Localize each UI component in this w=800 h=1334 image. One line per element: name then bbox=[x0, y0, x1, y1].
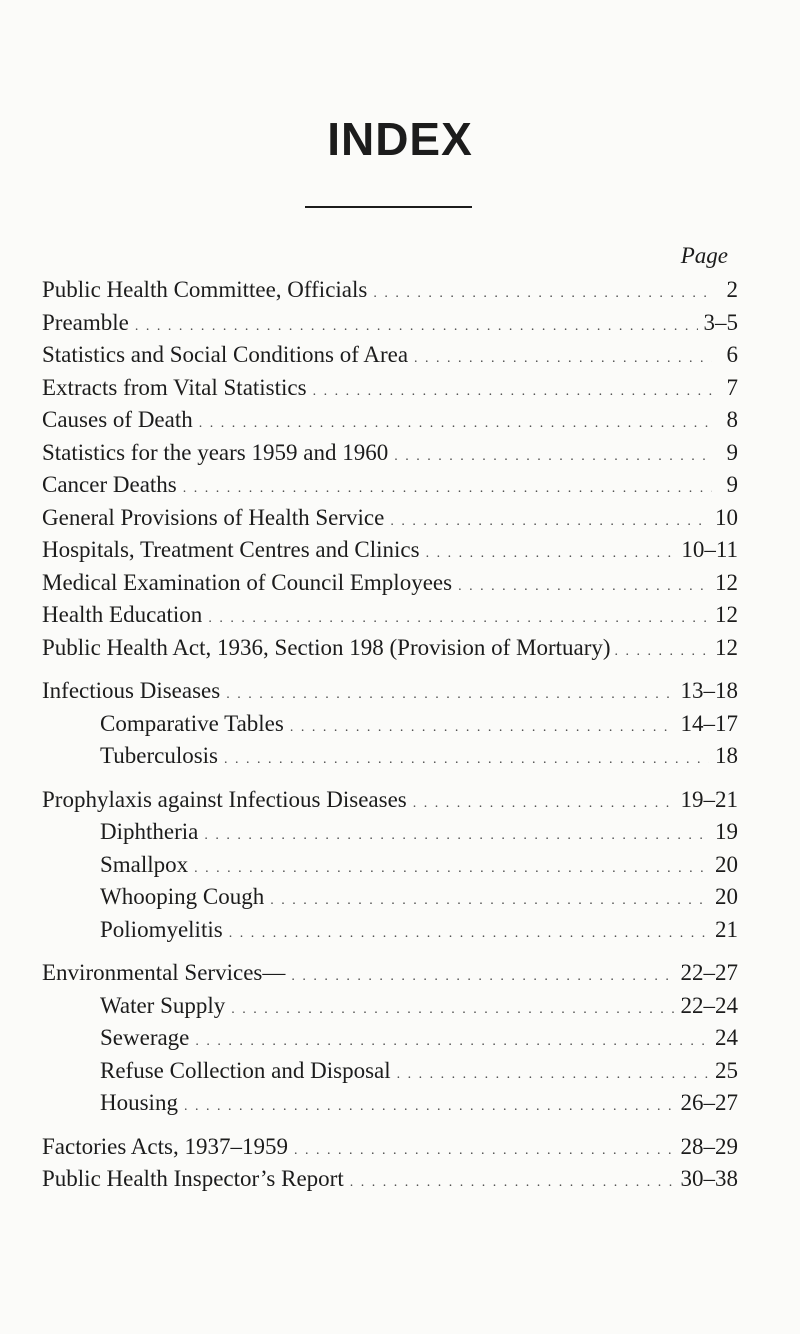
index-subentry bbox=[42, 1089, 738, 1122]
entry-page: 10–11 bbox=[681, 537, 738, 562]
dot-leader bbox=[414, 345, 712, 374]
entry-label: Statistics and Social Conditions of Area bbox=[42, 342, 409, 367]
dot-leader bbox=[294, 1137, 675, 1166]
dot-leader bbox=[413, 790, 675, 819]
entry-label: General Provisions of Health Service bbox=[42, 504, 385, 530]
entry-page: 14–17 bbox=[680, 710, 738, 736]
entry-page: 25 bbox=[715, 1057, 738, 1083]
index-entry bbox=[42, 471, 738, 504]
entry-page: 9 bbox=[726, 439, 738, 465]
index-entry bbox=[42, 504, 738, 537]
entry-page: 13–18 bbox=[680, 678, 738, 703]
entry-label: Hospitals, Treatment Centres and Clinics bbox=[42, 537, 420, 562]
dot-leader bbox=[291, 963, 674, 992]
dot-leader bbox=[199, 410, 712, 439]
index-entry bbox=[42, 1165, 738, 1198]
dot-leader bbox=[195, 1028, 709, 1057]
entry-label: Public Health Act, 1936, Section 198 (Provision of Mortuary) bbox=[42, 634, 611, 660]
index-entry bbox=[42, 569, 738, 602]
dot-leader bbox=[270, 887, 709, 916]
entry-page: 6 bbox=[726, 342, 738, 367]
index-subentry bbox=[42, 916, 738, 949]
dot-leader bbox=[313, 378, 712, 407]
entry-label: Poliomyelitis bbox=[100, 916, 223, 942]
index-subentry bbox=[42, 1024, 738, 1057]
entry-page: 20 bbox=[715, 851, 738, 877]
dot-leader bbox=[224, 746, 709, 775]
title-rule bbox=[305, 206, 472, 208]
entry-label: Housing bbox=[100, 1090, 178, 1115]
index-entry bbox=[42, 1133, 738, 1166]
entry-page: 12 bbox=[715, 569, 738, 595]
dot-leader bbox=[184, 1093, 675, 1122]
entry-label: Infectious Diseases bbox=[42, 678, 221, 703]
entry-label: Water Supply bbox=[100, 992, 226, 1018]
dot-leader bbox=[394, 443, 712, 472]
index-entry bbox=[42, 406, 738, 439]
entry-label: Preamble bbox=[42, 309, 129, 335]
entry-page: 22–27 bbox=[680, 960, 738, 985]
entry-page: 30–38 bbox=[680, 1166, 738, 1191]
entry-label: Extracts from Vital Statistics bbox=[42, 374, 307, 400]
dot-leader bbox=[397, 1061, 709, 1090]
index-entry bbox=[42, 439, 738, 472]
entry-page: 8 bbox=[726, 407, 738, 432]
entry-page: 19 bbox=[715, 819, 738, 844]
index-entry bbox=[42, 309, 738, 342]
entry-page: 28–29 bbox=[680, 1133, 738, 1159]
index-entry bbox=[42, 374, 738, 407]
index-entry bbox=[42, 341, 738, 374]
entry-page: 20 bbox=[715, 884, 738, 909]
entry-label: Prophylaxis against Infectious Diseases bbox=[42, 786, 407, 812]
entry-label: Medical Examination of Council Employees bbox=[42, 569, 453, 595]
dot-leader bbox=[615, 638, 711, 667]
entry-page: 22–24 bbox=[680, 992, 738, 1018]
dot-leader bbox=[290, 714, 675, 743]
entry-page: 24 bbox=[715, 1025, 738, 1050]
index-subentry bbox=[42, 1057, 738, 1090]
entry-label: Factories Acts, 1937–1959 bbox=[42, 1133, 288, 1159]
entry-label: Refuse Collection and Disposal bbox=[100, 1057, 391, 1083]
index-entry bbox=[42, 276, 738, 309]
index-entry bbox=[42, 959, 738, 992]
dot-leader bbox=[390, 508, 709, 537]
index-entry bbox=[42, 601, 738, 634]
entry-label: Whooping Cough bbox=[100, 884, 265, 909]
page-title: INDEX bbox=[327, 113, 473, 165]
index-entry bbox=[42, 677, 738, 710]
entry-page: 7 bbox=[726, 374, 738, 400]
dot-leader bbox=[426, 540, 676, 569]
dot-leader bbox=[183, 475, 712, 504]
index-subentry bbox=[42, 742, 738, 775]
index-list bbox=[42, 276, 738, 1198]
entry-label: Health Education bbox=[42, 602, 203, 627]
entry-page: 26–27 bbox=[680, 1090, 738, 1115]
dot-leader bbox=[350, 1169, 675, 1198]
index-subentry bbox=[42, 883, 738, 916]
entry-page: 12 bbox=[715, 602, 738, 627]
index-subentry bbox=[42, 710, 738, 743]
entry-label: Causes of Death bbox=[42, 407, 193, 432]
entry-label: Cancer Deaths bbox=[42, 472, 177, 497]
entry-page: 12 bbox=[715, 634, 738, 660]
dot-leader bbox=[373, 280, 712, 309]
dot-leader bbox=[135, 313, 698, 342]
entry-label: Smallpox bbox=[100, 851, 189, 877]
dot-leader bbox=[194, 855, 709, 884]
index-entry bbox=[42, 536, 738, 569]
dot-leader bbox=[208, 605, 709, 634]
entry-page: 2 bbox=[726, 277, 738, 302]
index-subentry bbox=[42, 818, 738, 851]
entry-label: Comparative Tables bbox=[100, 710, 284, 736]
index-entry bbox=[42, 786, 738, 819]
dot-leader bbox=[204, 822, 709, 851]
index-entry bbox=[42, 634, 738, 667]
entry-label: Environmental Services— bbox=[42, 960, 286, 985]
entry-label: Public Health Inspector’s Report bbox=[42, 1166, 344, 1191]
entry-label: Diphtheria bbox=[100, 819, 199, 844]
entry-label: Public Health Committee, Officials bbox=[42, 277, 368, 302]
entry-label: Tuberculosis bbox=[100, 743, 218, 768]
page-column-header: Page bbox=[680, 243, 728, 268]
index-subentry bbox=[42, 851, 738, 884]
entry-page: 3–5 bbox=[703, 309, 738, 335]
dot-leader bbox=[229, 920, 709, 949]
index-subentry bbox=[42, 992, 738, 1025]
dot-leader bbox=[231, 996, 674, 1025]
entry-page: 10 bbox=[715, 504, 738, 530]
entry-label: Statistics for the years 1959 and 1960 bbox=[42, 439, 389, 465]
entry-page: 9 bbox=[726, 472, 738, 497]
dot-leader bbox=[458, 573, 709, 602]
entry-page: 18 bbox=[715, 743, 738, 768]
entry-page: 19–21 bbox=[680, 786, 738, 812]
entry-label: Sewerage bbox=[100, 1025, 190, 1050]
entry-page: 21 bbox=[715, 916, 738, 942]
dot-leader bbox=[226, 681, 674, 710]
